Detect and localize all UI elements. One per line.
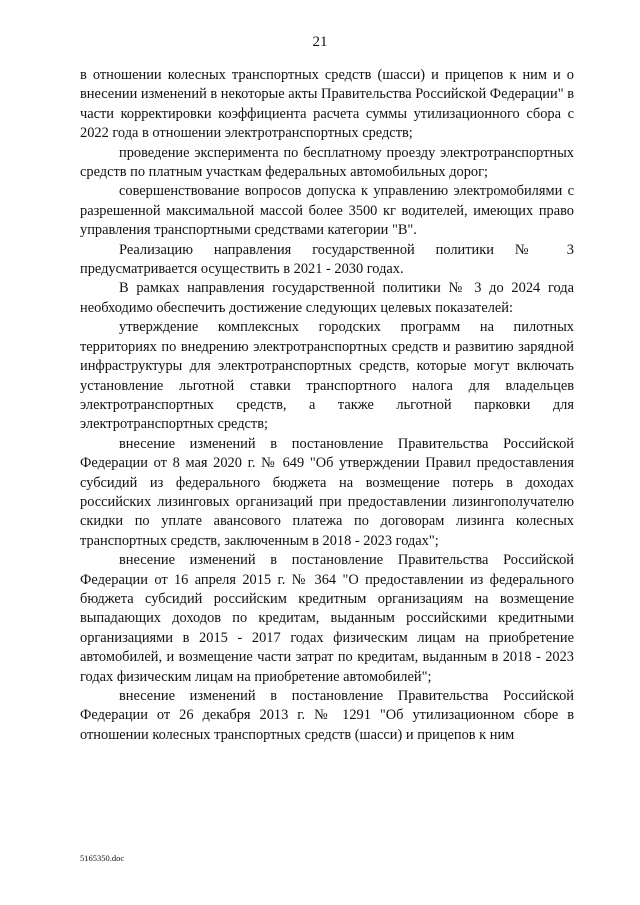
paragraph-implementation-period: Реализацию направления государственной политики № 3 предусматривается осуществить в 2021 - 2030 годах. — [80, 241, 574, 278]
paragraph-target-indicators-intro: В рамках направления государственной политики № 3 до 2024 года необходимо обеспечить достижение следующих целевых показателей: — [80, 280, 574, 316]
paragraph-continuation: в отношении колесных транспортных средств (шасси) и прицепов к ним и о внесении изменений в некоторые акты Правительства Российской Федерации" в части корректировки коэффициента расчета суммы утилизационного сбора с 2022 года в отношении электротранспортных средств; — [80, 67, 574, 142]
footer-filename: 5165350.doc — [80, 853, 125, 863]
paragraph-item-driver-admission: совершенствование вопросов допуска к управлению электромобилями с разрешенной максимальной массой более 3500 кг водителей, имеющих право управления транспортными средствами категории "B". — [80, 183, 574, 239]
paragraph-item-resolution-1291: внесение изменений в постановление Правительства Российской Федерации от 26 декабря 2013 г. № 1291 "Об утилизационном сборе в отношении колесных транспортных средств (шасси) и прицепов к ним — [80, 688, 574, 743]
paragraph-item-resolution-364: внесение изменений в постановление Правительства Российской Федерации от 16 апреля 2015 г. № 364 "О предоставлении из федерального бюджета субсидий российским кредитным организациям на возмещение выпадающих доходов по кредитам, выданным российскими кредитными организациями в 2015 - 2017 годах физическим лицам на приобретение автомобилей, и возмещение части затрат по кредитам, выданным в 2018 - 2023 годах физическим лицам на приобретение автомобилей"; — [80, 552, 574, 685]
paragraph-item-resolution-649: внесение изменений в постановление Правительства Российской Федерации от 8 мая 2020 г. № 649 "Об утверждении Правил предоставления субсидий из федерального бюджета на возмещение потерь в доходах российских лизинговых организаций при предоставлении лизингополучателю скидки по уплате авансового платежа по договорам лизинга колесных транспортных средств, заключенным в 2018 - 2023 годах"; — [80, 435, 574, 549]
paragraph-item-city-programs: утверждение комплексных городских программ на пилотных территориях по внедрению электротранспортных средств и развитию зарядной инфраструктуры для электротранспортных средств, которые могут включать установление льготной ставки транспортного налога для владельцев электротранспортных средств, а также льготной парковки для электротранспортных средств; — [80, 319, 574, 433]
page-number: 21 — [312, 34, 328, 50]
paragraph-item-free-toll-roads: проведение эксперимента по бесплатному проезду электротранспортных средств по платным участкам федеральных автомобильных дорог; — [80, 144, 574, 181]
document-body — [80, 66, 574, 745]
